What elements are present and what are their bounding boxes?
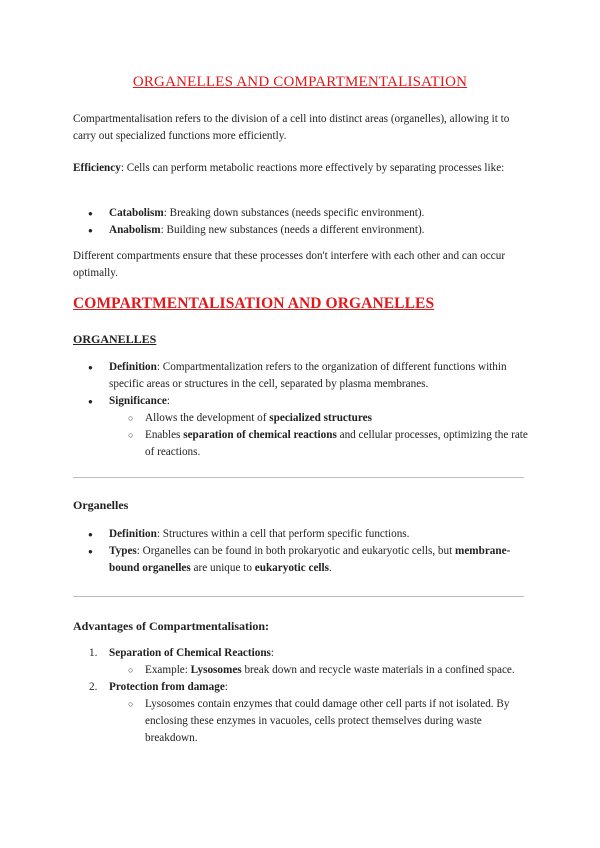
definition-text: : Compartmentalization refers to the organization of different functions within specific areas or structures in the cell, separated by plasma membranes. [109, 361, 507, 390]
catabolism-text: : Breaking down substances (needs specific environment). [163, 207, 425, 219]
list-item [73, 410, 529, 427]
list-item [73, 645, 529, 662]
item-title: Separation of Chemical Reactions [109, 647, 271, 659]
advantages-list [73, 645, 529, 747]
lysosomes-bold: Lysosomes [190, 664, 242, 676]
types-post: . [329, 562, 332, 574]
eukaryotic-bold: eukaryotic cells [254, 562, 330, 574]
item-colon: : [224, 681, 228, 693]
organelles-subheading: ORGANELLES [73, 332, 157, 346]
example-post: break down and recycle waste materials in a confined space. [241, 664, 515, 676]
list-item [73, 696, 529, 747]
efficiency-closing: Different compartments ensure that these processes don't interfere with each other and can occur optimally. [73, 250, 506, 279]
list-item [73, 662, 529, 679]
item-number: 2. [89, 681, 98, 693]
list-item [73, 393, 529, 410]
anabolism-term: Anabolism [109, 224, 161, 236]
list-item [73, 543, 529, 577]
anabolism-text: : Building new substances (needs a different environment). [160, 224, 425, 236]
catabolism-term: Catabolism [109, 207, 164, 219]
significance-sub2-bold: separation of chemical reactions [183, 429, 337, 441]
list-item [73, 526, 529, 543]
types-term: Types [109, 545, 137, 557]
significance-sub1-bold: specialized structures [269, 412, 372, 424]
definition-term: Definition [109, 528, 157, 540]
definition-text: : Structures within a cell that perform specific functions. [156, 528, 410, 540]
section-heading: COMPARTMENTALISATION AND ORGANELLES [73, 295, 435, 312]
organelles-heading: Organelles [73, 498, 129, 512]
types-text: : Organelles can be found in both prokaryotic and eukaryotic cells, but [136, 545, 456, 557]
list-item [73, 679, 529, 696]
item-number: 1. [89, 647, 98, 659]
intro-paragraph: Compartmentalisation refers to the division of a cell into distinct areas (organelles), allowing it to carry out specialized functions more efficiently. [73, 113, 510, 142]
item-title: Protection from damage [109, 681, 225, 693]
efficiency-term: Efficiency [73, 162, 121, 174]
list-item [73, 427, 529, 461]
types-mid: are unique to [190, 562, 255, 574]
definition-term: Definition [109, 361, 157, 373]
efficiency-text: : Cells can perform metabolic reactions more effectively by separating processes like: [120, 162, 505, 174]
efficiency-paragraph [73, 160, 529, 177]
document-title: ORGANELLES AND COMPARTMENTALISATION [132, 74, 468, 90]
significance-colon: : [166, 395, 170, 407]
list-item [73, 359, 529, 393]
horizontal-rule [73, 477, 524, 478]
significance-sub2-text: Enables [145, 429, 184, 441]
horizontal-rule [73, 596, 524, 597]
significance-sub1-text: Allows the development of [145, 412, 270, 424]
protection-text: Lysosomes contain enzymes that could damage other cell parts if not isolated. By enclosing these enzymes in vacuoles, cells protect themselves during waste breakdown. [145, 698, 510, 744]
example-text: Example: [145, 664, 191, 676]
list-item [73, 222, 529, 239]
significance-sub2-post: and cellular processes, optimizing the rate of reactions. [145, 429, 528, 458]
membrane-bound-bold: membrane-bound organelles [109, 545, 511, 574]
efficiency-list [73, 205, 529, 239]
organelles-definition-list [73, 526, 529, 577]
item-colon: : [270, 647, 275, 659]
significance-term: Significance [109, 395, 167, 407]
organelles-list [73, 359, 529, 461]
advantages-heading: Advantages of Compartmentalisation: [73, 619, 269, 633]
list-item [73, 205, 529, 222]
